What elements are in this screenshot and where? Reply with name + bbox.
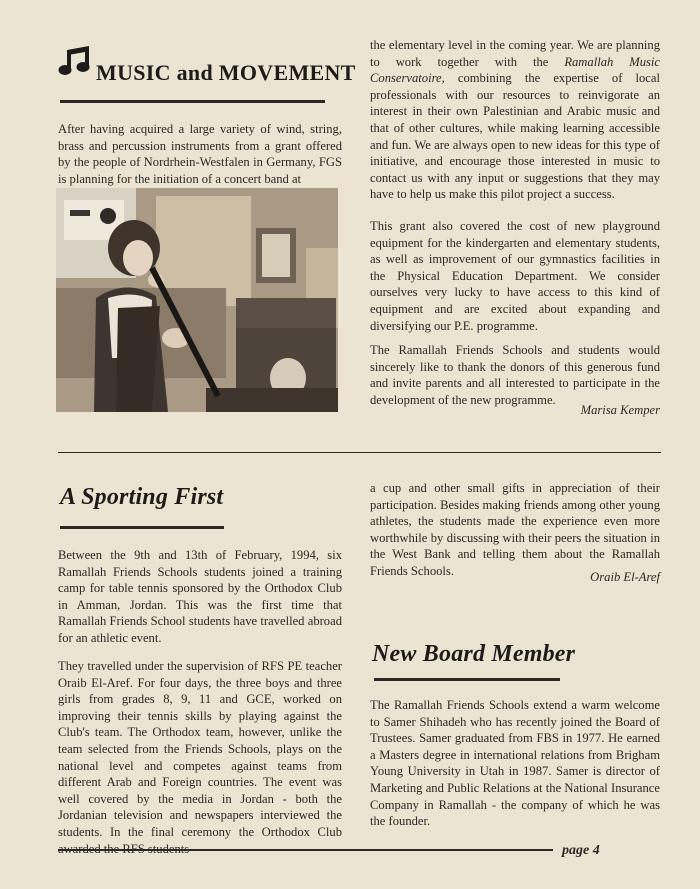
- music-photo: [56, 188, 338, 412]
- music-thanks-paragraph: The Ramallah Friends Schools and students would sincerely like to thank the donors of this generous fund and invite parents and all interested to participate in the development of the new programme.: [370, 343, 660, 407]
- board-section-title: New Board Member: [372, 641, 576, 667]
- board-paragraph: The Ramallah Friends Schools extend a warm welcome to Samer Shihadeh who has recently joined the Board of Trustees. Samer graduated from FBS in 1977. He earned a Masters degree in international relations from Brigham Young University in Utah in 1987. Samer is director of Marketing and Public Relations at the National Insurance Company in Ramallah - the company of which he was the founder.: [370, 698, 660, 829]
- sporting-section-title: A Sporting First: [60, 484, 224, 510]
- music-section-title: MUSIC and MOVEMENT: [96, 60, 356, 85]
- music-grant-paragraph: This grant also covered the cost of new playground equipment for the kindergarten and elementary students, as well as improvement of our gymnastics facilities in the Physical Education Department. We consider ourselves very lucky to have access to this kind of equipment and are excited about expanding and diversifying our P.E. programme.: [370, 219, 660, 333]
- sporting-author: Oraib El-Aref: [590, 570, 660, 584]
- sporting-intro-paragraph: Between the 9th and 13th of February, 1994, six Ramallah Friends Schools students joined a training camp for table tennis sponsored by the Orthodox Club in Amman, Jordan. This was the first time that Ramallah Friends School students have travelled abroad for an athletic event.: [58, 548, 342, 645]
- music-cont-text-2: , combining the expertise of local professionals with our resources to reinvigorate an interest in their own Palestinian and Arabic music and that of other cultures, while making learning accessible and fun. We are always open to new ideas for this type of initiative, and encourage those interested in music to contact us with any input or suggestions that they may have to help us make this pilot project a success.: [370, 71, 660, 202]
- music-author: Marisa Kemper: [580, 403, 660, 417]
- sporting-title-rule: [60, 526, 224, 529]
- page-number: page 4: [562, 843, 600, 858]
- music-intro-paragraph: After having acquired a large variety of wind, string, brass and percussion instruments from a grant offered by the people of Nordrhein-Westfalen in Germany, FGS is planning for the initiation of a concert band at: [58, 122, 342, 186]
- footer-rule: [58, 849, 553, 851]
- music-note-icon: [58, 44, 94, 78]
- board-title-rule: [374, 678, 560, 681]
- music-continued-paragraph: [370, 37, 660, 203]
- sporting-continued-paragraph: a cup and other small gifts in appreciation of their participation. Besides making friends among other young athletes, the students made the experience even more worthwhile by discussing with their peers the situation in the West Bank and telling them about the Ramallah Friends Schools.: [370, 481, 660, 578]
- music-title-rule: [60, 100, 325, 103]
- music-cont-text-1: the elementary level in the coming year. We are planning to work together with the: [370, 38, 660, 69]
- conservatoire-name: Ramallah Music Conservatoire: [370, 54, 660, 86]
- sporting-details-paragraph: They travelled under the supervision of RFS PE teacher Oraib El-Aref. For four days, the three boys and three girls from grades 8, 9, 11 and GCE, worked on improving their tennis skills by playing against the Club's team. The Orthodox team, however, unlike the team selected from the Friends Schools, plays on the national level and competes against teams from different Arab and Foreign countries. The event was well covered by the media in Jordan - both the Jordanian television and newspapers interviewed the students. In the final ceremony the Orthodox Club: [58, 659, 342, 839]
- section-divider: [58, 452, 661, 453]
